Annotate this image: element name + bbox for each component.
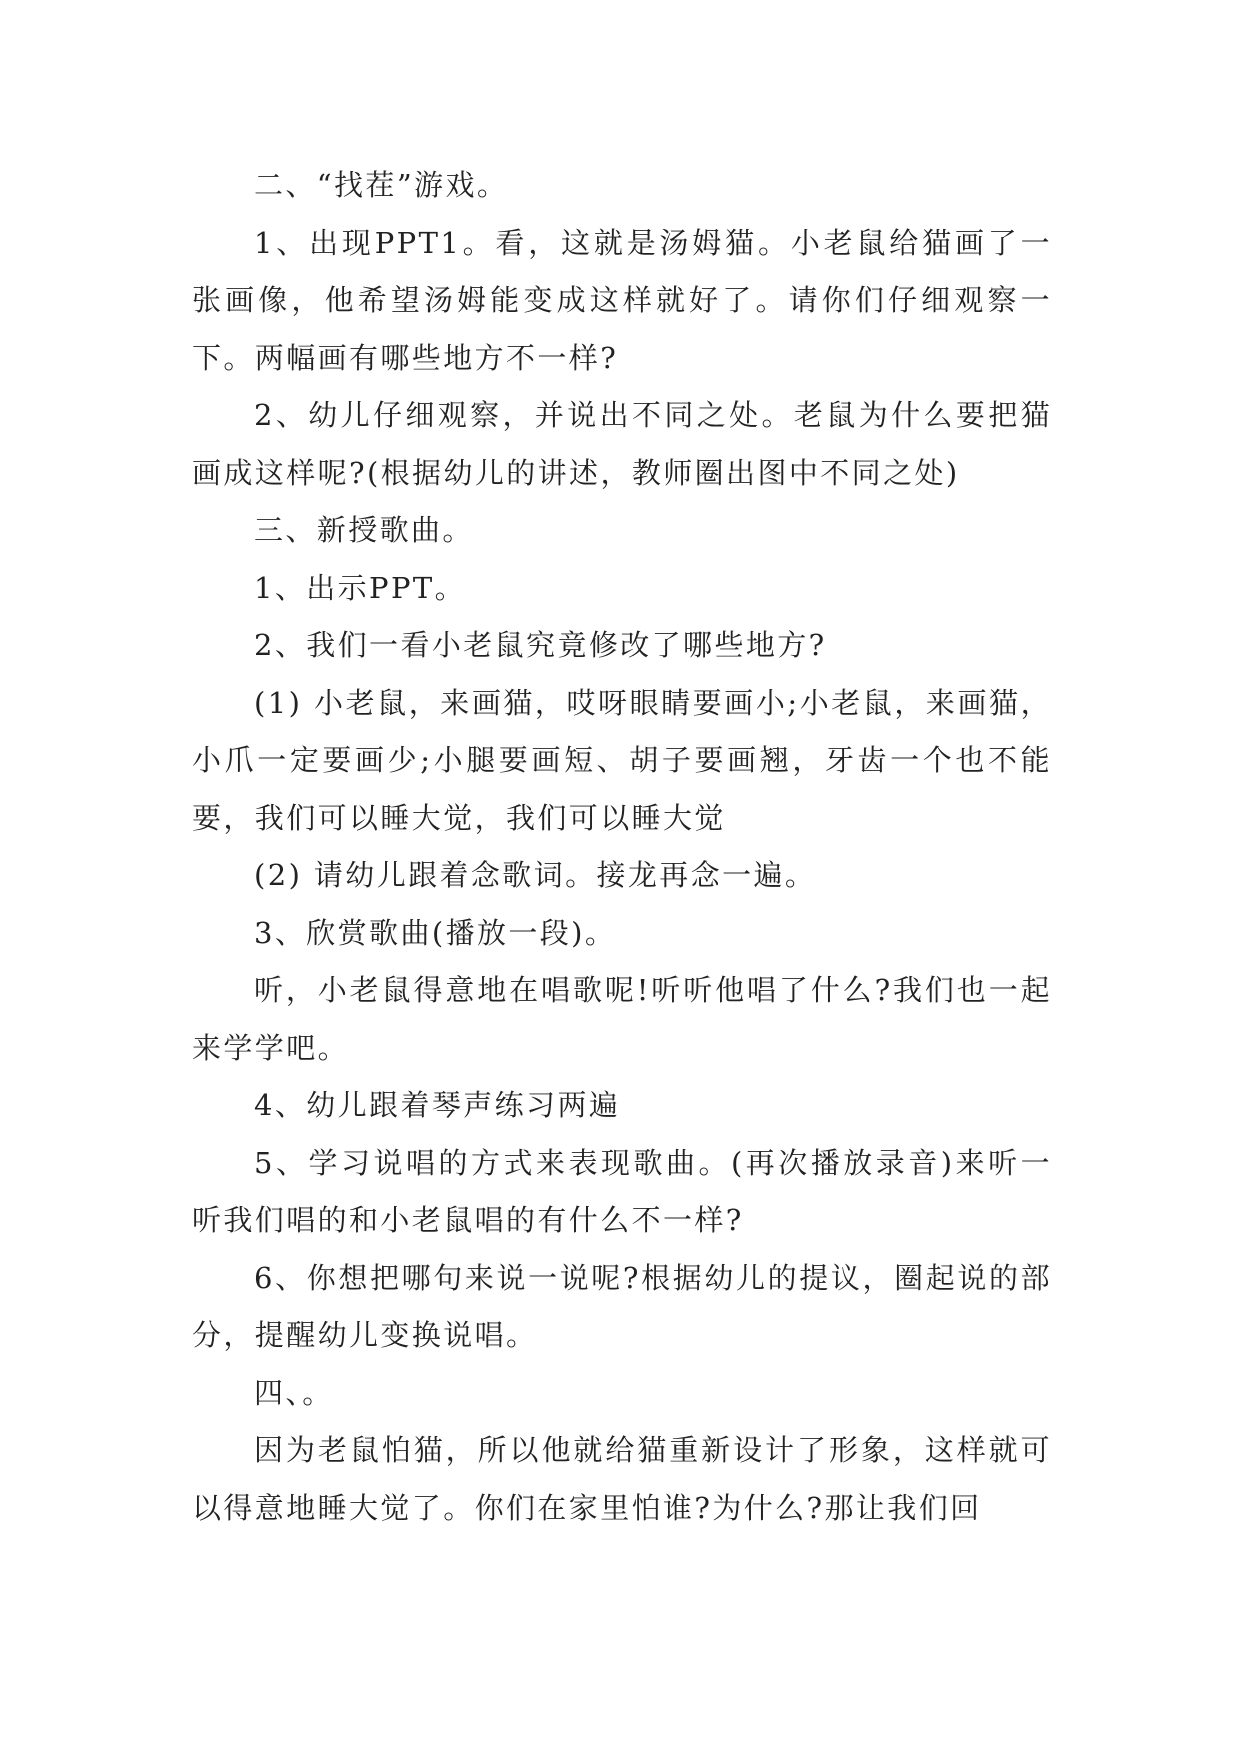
paragraph: 1、出示PPT。 — [254, 570, 467, 605]
paragraph: 1、出现PPT1。看，这就是汤姆猫。小老鼠给猫画了一张画像，他希望汤姆能变成这样就好了。请你们仔细观察一下。两幅画有哪些地方不一样? — [192, 225, 1052, 375]
document-body — [192, 157, 1052, 1537]
paragraph: 5、学习说唱的方式来表现歌曲。(再次播放录音)来听一听我们唱的和小老鼠唱的有什么不一样? — [192, 1145, 1052, 1237]
paragraph: 二、“找茬”游戏。 — [254, 168, 509, 202]
paragraph: 三、新授歌曲。 — [254, 513, 474, 547]
paragraph: 3、欣赏歌曲(播放一段)。 — [254, 915, 617, 950]
paragraph: (1) 小老鼠，来画猫，哎呀眼睛要画小;小老鼠，来画猫，小爪一定要画少;小腿要画短、胡子要画翘，牙齿一个也不能要，我们可以睡大觉，我们可以睡大觉 — [192, 685, 1052, 835]
paragraph: 因为老鼠怕猫，所以他就给猫重新设计了形象，这样就可以得意地睡大觉了。你们在家里怕谁?为什么?那让我们回 — [192, 1433, 1052, 1525]
paragraph: (2) 请幼儿跟着念歌词。接龙再念一遍。 — [254, 858, 817, 892]
paragraph: 2、幼儿仔细观察，并说出不同之处。老鼠为什么要把猫画成这样呢?(根据幼儿的讲述，教师圈出图中不同之处) — [192, 398, 1052, 490]
paragraph: 听，小老鼠得意地在唱歌呢!听听他唱了什么?我们也一起来学学吧。 — [192, 973, 1052, 1065]
paragraph: 2、我们一看小老鼠究竟修改了哪些地方? — [254, 628, 827, 662]
paragraph: 4、幼儿跟着琴声练习两遍 — [254, 1088, 621, 1122]
paragraph: 四、。 — [254, 1375, 334, 1410]
paragraph: 6、你想把哪句来说一说呢?根据幼儿的提议，圈起说的部分，提醒幼儿变换说唱。 — [192, 1260, 1052, 1352]
